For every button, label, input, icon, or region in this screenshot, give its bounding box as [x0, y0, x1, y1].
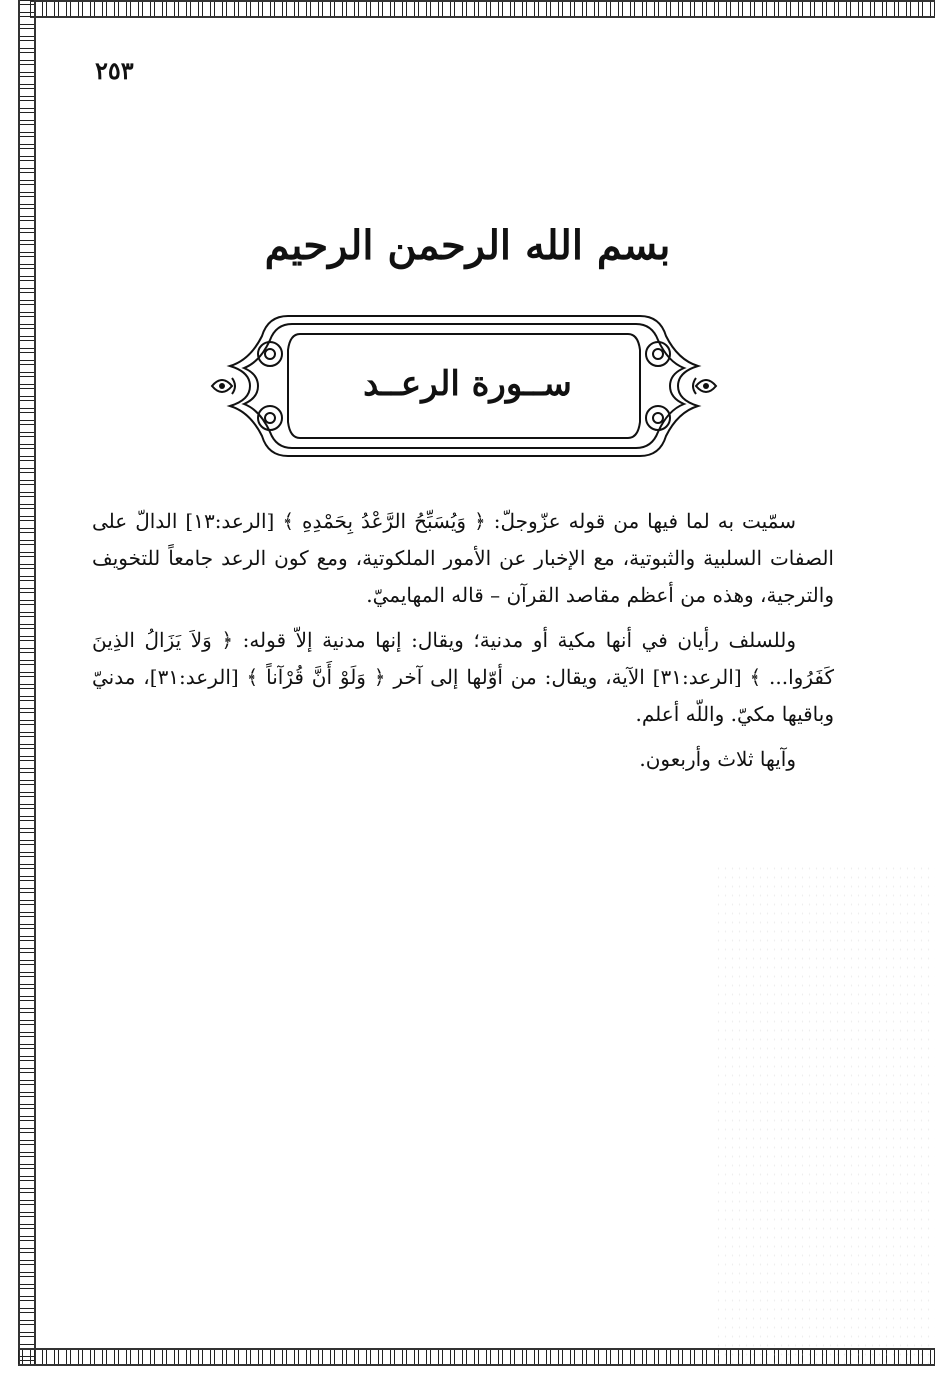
paragraph-verse-count: وآيها ثلاث وأربعون.: [639, 747, 796, 771]
paragraph-revelation: وللسلف رأيان في أنها مكية أو مدنية؛ ويقال: إنها مدنية إلاّ قوله: ﴿ وَلاَ يَزَالُ الذِينَ كَفَرُوا... ﴾ [الرعد:٣١] الآية، ويقال: من أوّلها إلى آخر ﴿ وَلَوْ أَنَّ قُرْآناً ﴾ [الرعد:٣١]، مدنيّ وباقيها مكيّ. واللّه أعلم.: [92, 628, 834, 726]
decorative-border-top: [30, 0, 935, 18]
page-number: ٢٥٣: [95, 56, 134, 85]
decorative-border-left: [18, 0, 36, 1364]
paper-texture: [715, 864, 935, 1364]
paragraph-naming: سمّيت به لما فيها من قوله عزّوجلّ: ﴿ وَيُسَبِّحُ الرَّعْدُ بِحَمْدِهِ ﴾ [الرعد:١٣] الدالّ على الصفات السلبية والثبوتية، مع الإخبار عن الأمور الملكوتية، ومع كون الرعد جامعاً للتخويف والترجية، وهذه من أعظم مقاصد القرآن – قاله المهايميّ.: [92, 509, 834, 607]
surah-title: ســورة الرعــد: [363, 364, 572, 404]
basmala-heading: بسم الله الرحمن الرحيم: [264, 222, 671, 269]
body-text: [92, 503, 834, 786]
